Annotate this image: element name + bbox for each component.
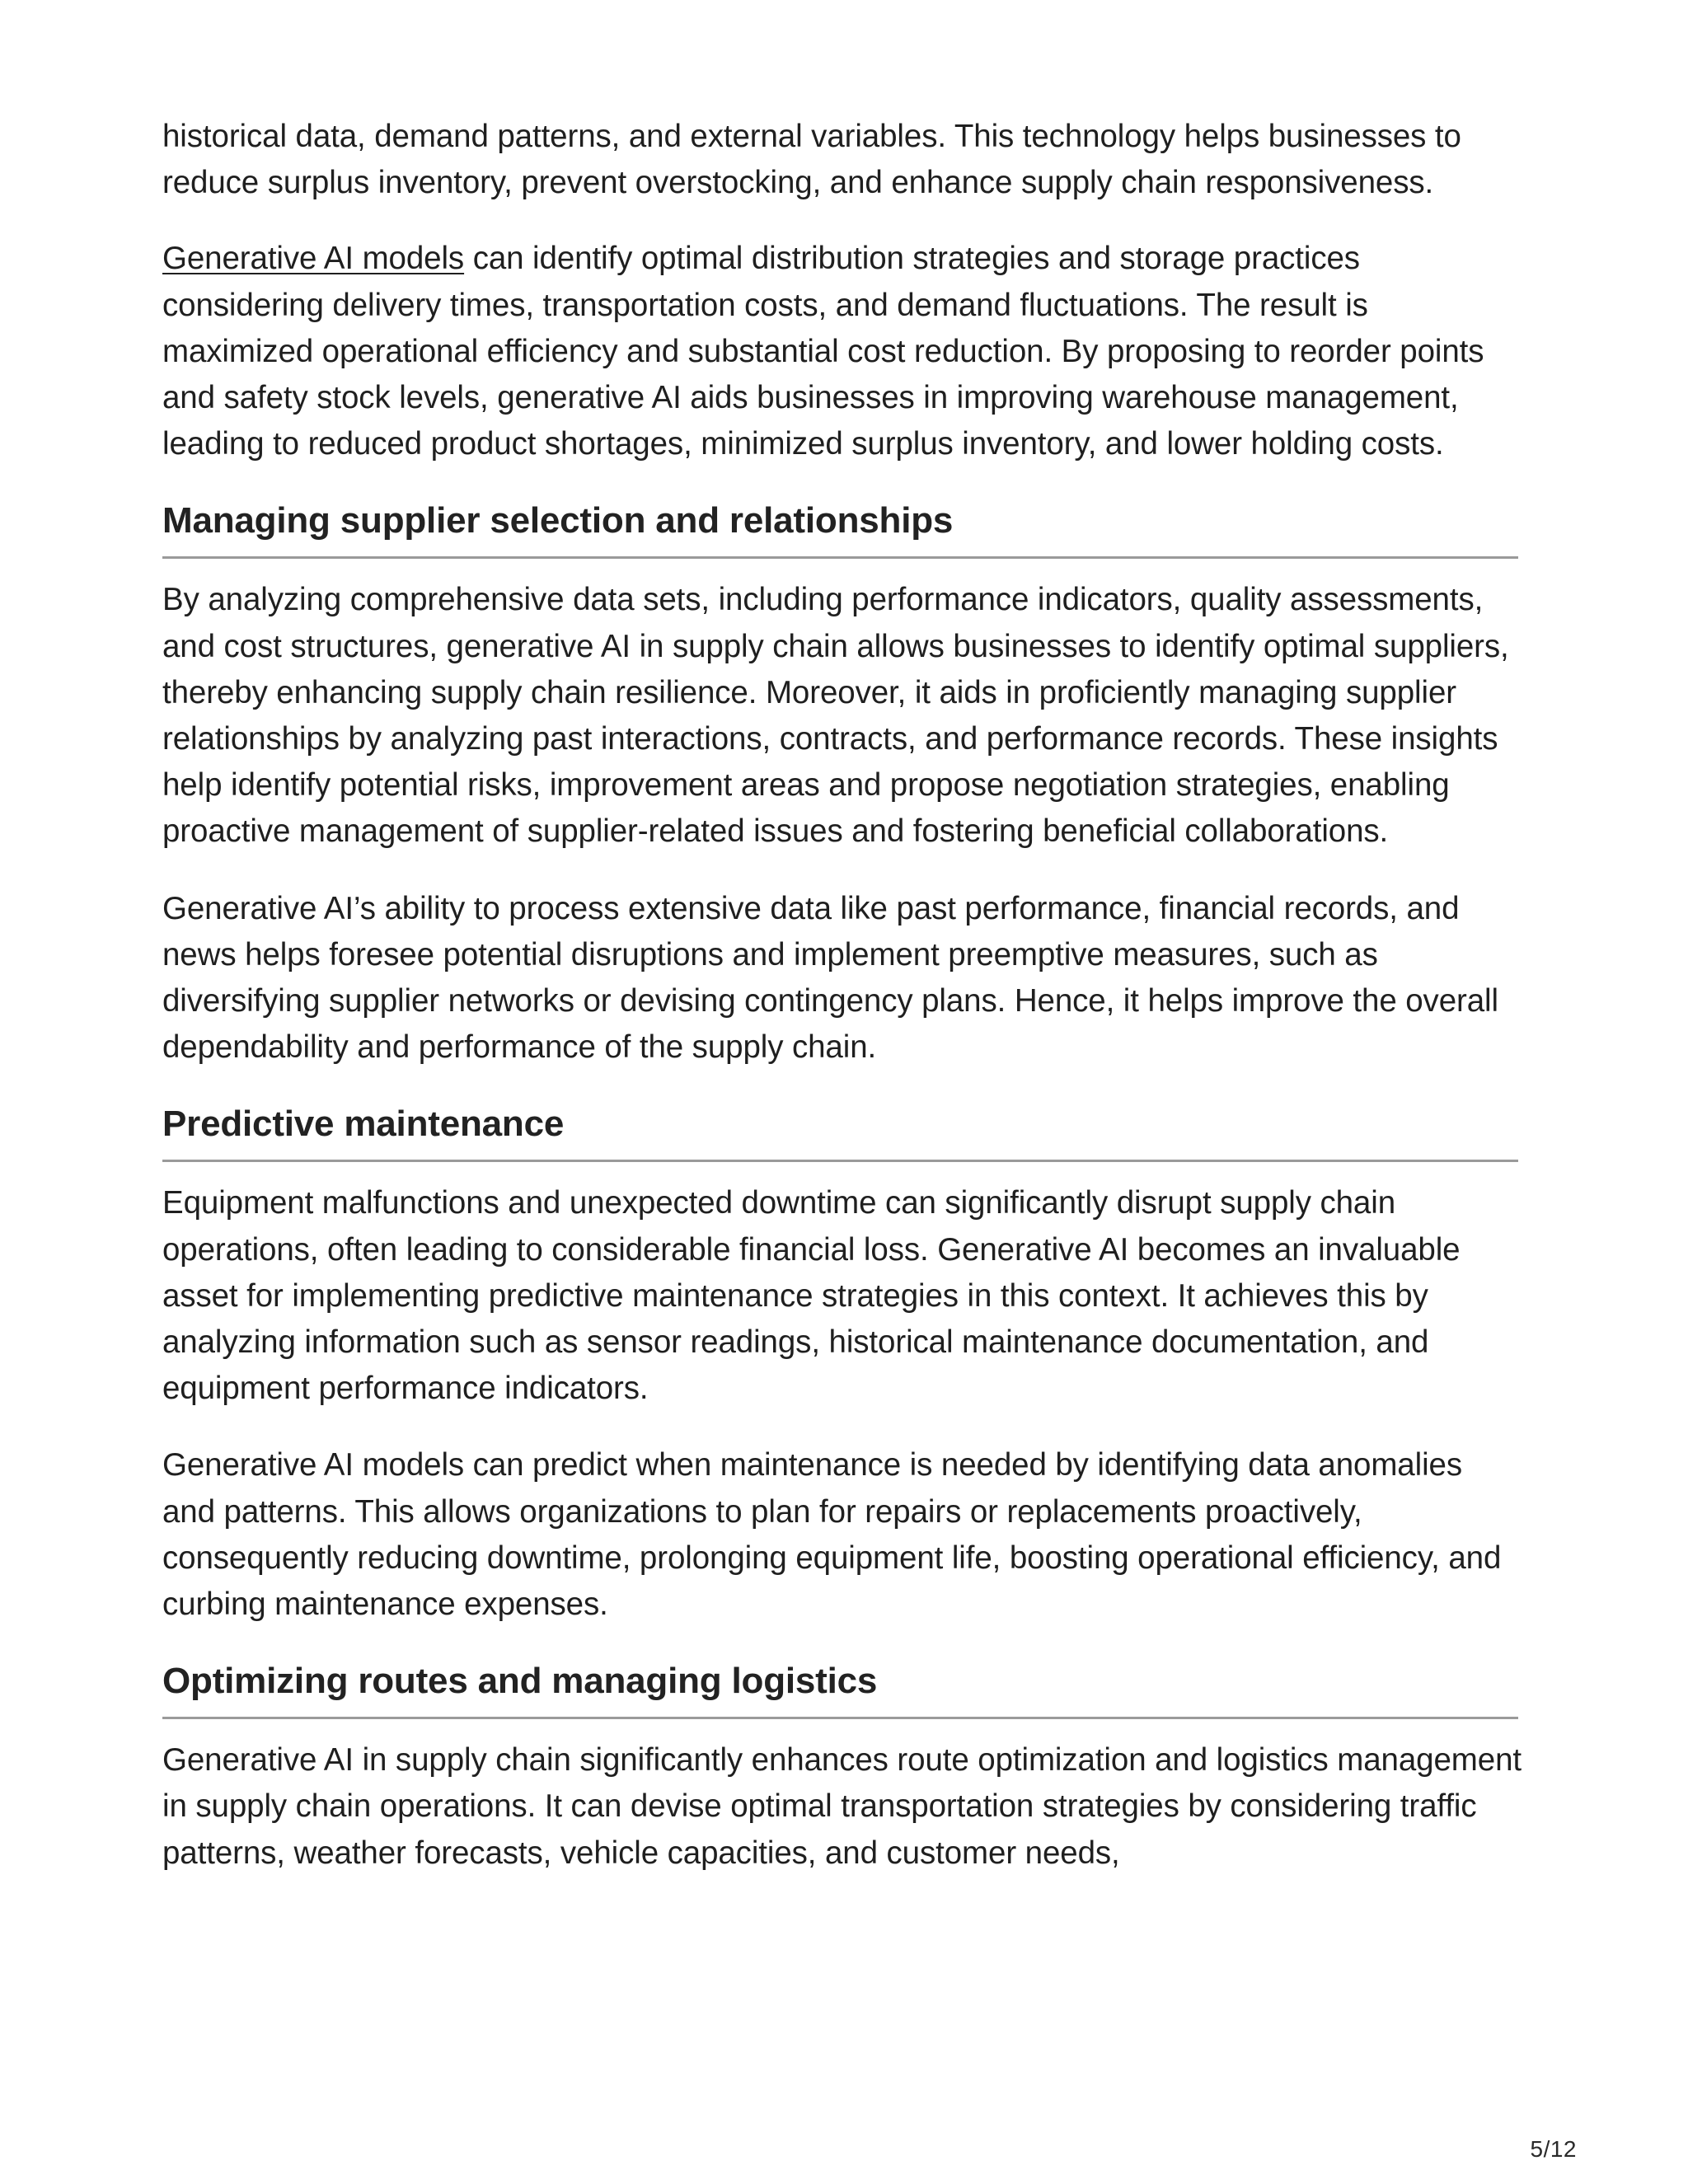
paragraph: Generative AI’s ability to process extensive data like past performance, financial records, and news helps foresee potential disruptions and implement preemptive measures, such as diversifying supplier networks or devising contingency plans. Hence, it helps improve the overall dependability and performance of the supply chain. <box>162 890 1498 1066</box>
section-heading: Managing supplier selection and relationships <box>162 500 954 541</box>
article-body <box>162 114 1522 1907</box>
paragraph: Equipment malfunctions and unexpected downtime can significantly disrupt supply chain operations, often leading to considerable financial loss. Generative AI becomes an invaluable asset for implementing predictive maintenance strategies in this context. It achieves this by analyzing information such as sensor readings, historical maintenance documentation, and equipment performance indicators. <box>162 1185 1461 1407</box>
paragraph: By analyzing comprehensive data sets, including performance indicators, quality assessments, and cost structures, generative AI in supply chain allows businesses to identify optimal suppliers, thereby enhancing supply chain resilience. Moreover, it aids in proficiently managing supplier relationships by analyzing past interactions, contracts, and performance records. These insights help identify potential risks, improvement areas and propose negotiation strategies, enabling proactive management of supplier-related issues and fostering beneficial collaborations. <box>162 582 1509 850</box>
paragraph: Generative AI in supply chain significantly enhances route optimization and logistics management in supply chain operations. It can devise optimal transportation strategies by considering traffic patterns, weather forecasts, vehicle capacities, and customer needs, <box>162 1742 1522 1871</box>
heading-divider <box>162 556 1518 559</box>
paragraph-text: can identify optimal distribution strategies and storage practices considering delivery times, transportation costs, and demand fluctuations. The result is maximized operational efficiency and substantial cost reduction. By proposing to reorder points and safety stock levels, generative AI aids businesses in improving warehouse management, leading to reduced product shortages, minimized surplus inventory, and lower holding costs. <box>162 241 1484 462</box>
paragraph: Generative AI models can predict when maintenance is needed by identifying data anomalies and patterns. This allows organizations to plan for repairs or replacements proactively, consequently reducing downtime, prolonging equipment life, boosting operational efficiency, and curbing maintenance expenses. <box>162 1447 1502 1623</box>
paragraph <box>162 236 1522 467</box>
section-routes-logistics <box>162 1658 1522 1877</box>
generative-ai-models-link[interactable]: Generative AI models <box>162 241 465 277</box>
heading-divider <box>162 1717 1518 1719</box>
page-number: 5/12 <box>1530 2136 1577 2162</box>
section-supplier-selection <box>162 498 1522 1071</box>
heading-divider <box>162 1160 1518 1162</box>
section-heading: Predictive maintenance <box>162 1104 565 1145</box>
paragraph: historical data, demand patterns, and external variables. This technology helps businesses to reduce surplus inventory, prevent overstocking, and enhance supply chain responsiveness. <box>162 119 1461 201</box>
section-heading: Optimizing routes and managing logistics <box>162 1661 878 1702</box>
section-predictive-maintenance <box>162 1101 1522 1628</box>
